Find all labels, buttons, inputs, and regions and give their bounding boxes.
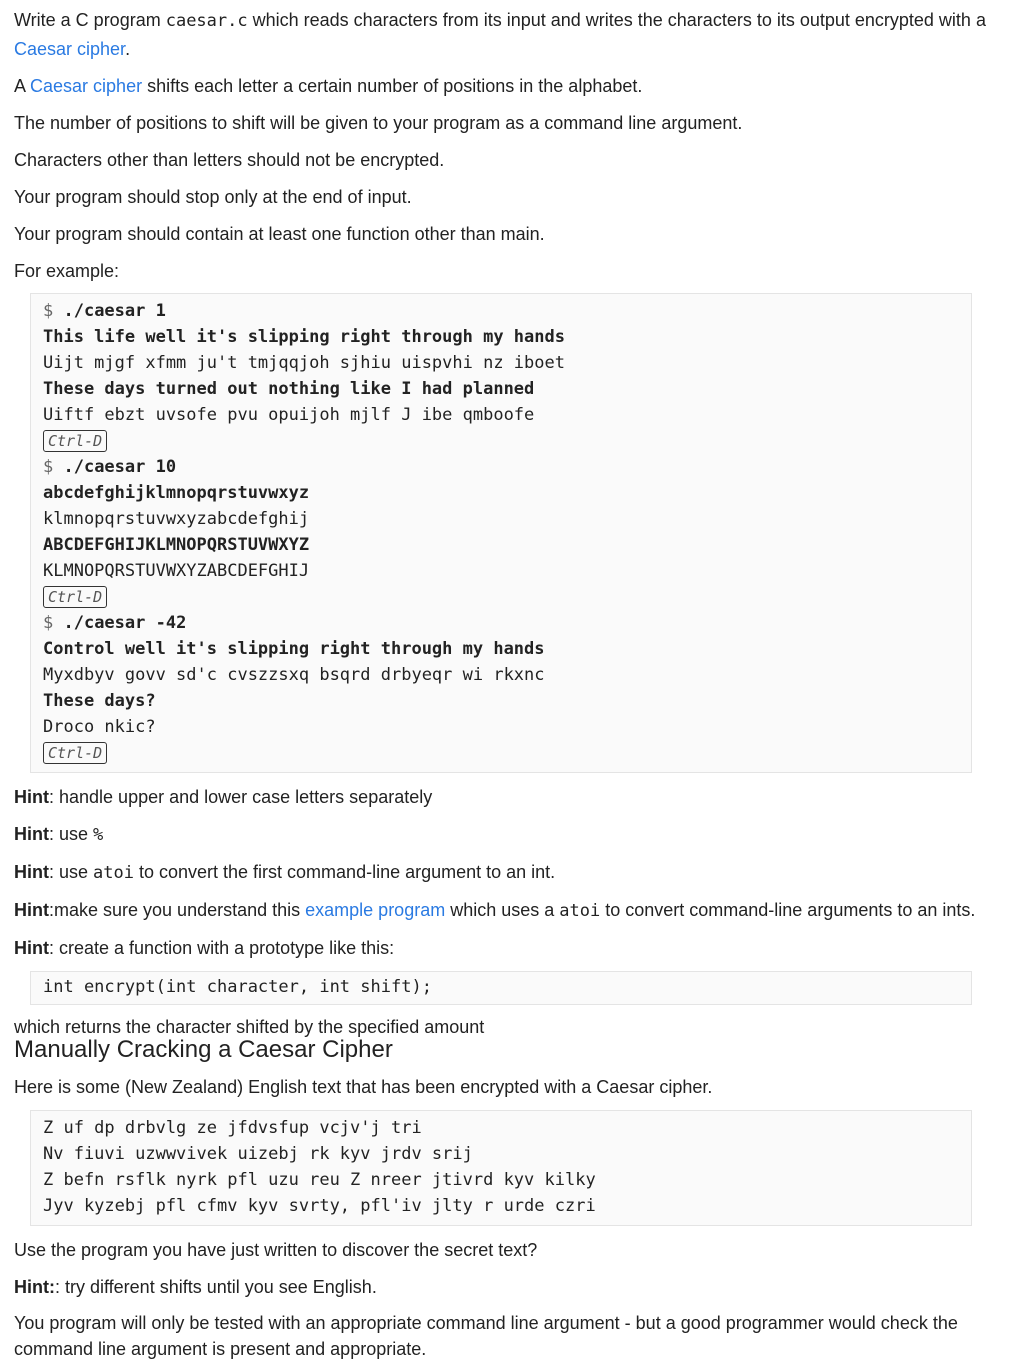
run2-line-1: abcdefghijklmnopqrstuvwxyz bbox=[43, 483, 310, 503]
run3-line-2: Myxdbyv govv sd'c cvszzsxq bsqrd drbyeqr wi rkxnc bbox=[43, 665, 545, 685]
hint-2: Hint: use % bbox=[14, 824, 104, 845]
cipher-line: Jyv kyzebj pfl cfmv kyv svrty, pfl'iv jlty r urde czri bbox=[43, 1196, 596, 1216]
prototype-description: which returns the character shifted by the specified amount bbox=[14, 1017, 485, 1037]
cipher-line: Z uf dp drbvlg ze jfdvsfup vcjv'j tri bbox=[43, 1118, 422, 1138]
caesar-cipher-link-2[interactable]: Caesar cipher bbox=[30, 76, 143, 96]
run2-command: $ ./caesar 10 bbox=[43, 457, 177, 477]
filename-code: caesar.c bbox=[165, 11, 248, 31]
ctrl-d-key: Ctrl-D bbox=[43, 430, 107, 452]
run2-line-2: klmnopqrstuvwxyzabcdefghij bbox=[43, 509, 310, 529]
run3-line-3: These days? bbox=[43, 691, 156, 711]
cipher-line: Nv fiuvi uzwwvivek uizebj rk kyv jrdv srij bbox=[43, 1144, 473, 1164]
run1-line-4: Uiftf ebzt uvsofe pvu opuijoh mjlf J ibe qmboofe bbox=[43, 405, 535, 425]
prototype-line: int encrypt(int character, int shift); bbox=[43, 977, 432, 997]
prototype-code-block bbox=[30, 971, 972, 1005]
crack-use: Use the program you have just written to discover the secret text? bbox=[14, 1240, 538, 1260]
hint-3: Hint: use atoi to convert the first command-line argument to an int. bbox=[14, 862, 556, 883]
caesar-cipher-link[interactable]: Caesar cipher bbox=[14, 39, 126, 59]
intro-paragraph-5: Your program should stop only at the end of input. bbox=[14, 187, 412, 207]
run2-line-3: ABCDEFGHIJKLMNOPQRSTUVWXYZ bbox=[43, 535, 310, 555]
intro-paragraph-3: The number of positions to shift will be given to your program as a command line argument. bbox=[14, 113, 743, 133]
run1-line-2: Uijt mjgf xfmm ju't tmjqqjoh sjhiu uispvhi nz iboet bbox=[43, 353, 565, 373]
ctrl-d-key: Ctrl-D bbox=[43, 742, 107, 764]
hint-5: Hint: create a function with a prototype like this: bbox=[14, 938, 395, 958]
run1-line-3: These days turned out nothing like I had planned bbox=[43, 379, 535, 399]
run1-line-1: This life well it's slipping right through my hands bbox=[43, 327, 565, 347]
example-program-link[interactable]: example program bbox=[305, 900, 446, 920]
cipher-line: Z befn rsflk nyrk pfl uzu reu Z nreer jtivrd kyv kilky bbox=[43, 1170, 596, 1190]
ctrl-d-key: Ctrl-D bbox=[43, 586, 107, 608]
intro-paragraph-1: Write a C program caesar.c which reads characters from its input and writes the characters to its output encrypted with a Caesar cipher. bbox=[14, 10, 986, 59]
crack-final: You program will only be tested with an appropriate command line argument - but a good programmer would check the command line argument is present and appropriate. bbox=[14, 1313, 958, 1359]
intro-paragraph-2: A Caesar cipher shifts each letter a certain number of positions in the alphabet. bbox=[14, 76, 643, 96]
run1-command: $ ./caesar 1 bbox=[43, 301, 166, 321]
run3-line-4: Droco nkic? bbox=[43, 717, 156, 737]
run2-line-4: KLMNOPQRSTUVWXYZABCDEFGHIJ bbox=[43, 561, 310, 581]
run3-command: $ ./caesar -42 bbox=[43, 613, 187, 633]
example-terminal bbox=[30, 293, 972, 773]
crack-intro: Here is some (New Zealand) English text that has been encrypted with a Caesar cipher. bbox=[14, 1077, 713, 1097]
hint-4: Hint:make sure you understand this example program which uses a atoi to convert command-line arguments to an ints. bbox=[14, 900, 976, 921]
intro-paragraph-4: Characters other than letters should not be encrypted. bbox=[14, 150, 445, 170]
crack-hint: Hint:: try different shifts until you see English. bbox=[14, 1277, 377, 1297]
for-example-label: For example: bbox=[14, 261, 120, 281]
ciphertext-block bbox=[30, 1110, 972, 1226]
section-heading: Manually Cracking a Caesar Cipher bbox=[14, 1036, 393, 1063]
intro-paragraph-6: Your program should contain at least one function other than main. bbox=[14, 224, 545, 244]
run3-line-1: Control well it's slipping right through my hands bbox=[43, 639, 545, 659]
hint-1: Hint: handle upper and lower case letters separately bbox=[14, 787, 433, 807]
